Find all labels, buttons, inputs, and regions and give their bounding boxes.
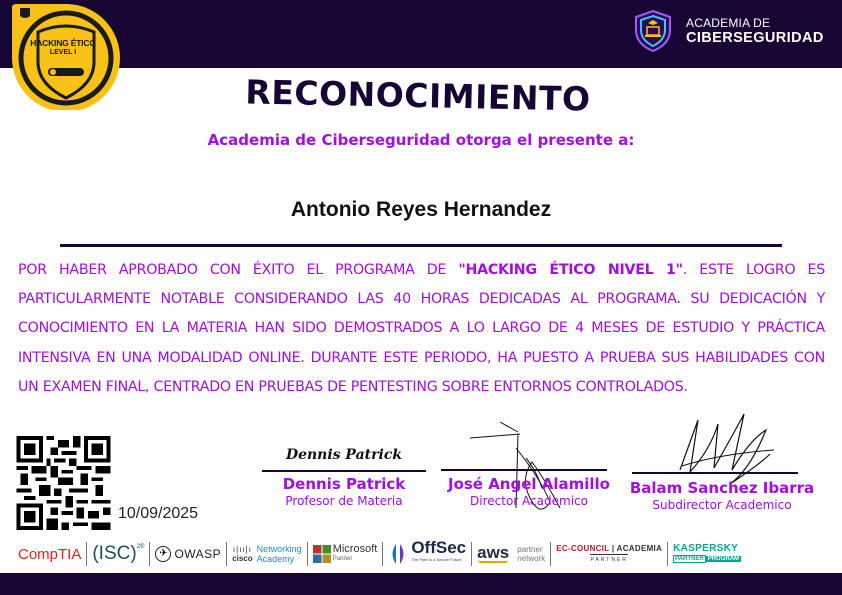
cisco-bars-icon: ı|ıı|ı: [232, 545, 252, 554]
signature-block-1: [262, 475, 426, 508]
academy-logo: [634, 10, 824, 52]
signer-name-1: Dennis Patrick: [282, 475, 406, 493]
signature-script-1: Dennis Patrick: [285, 447, 403, 463]
microsoft-squares-icon: [313, 545, 331, 563]
certificate-title: RECONOCIMIENTO: [245, 72, 591, 119]
aws-smile-icon: [478, 560, 508, 563]
microsoft-partner-logo: Microsoft Partner: [313, 540, 378, 568]
aws-partner-logo: aws partner network: [477, 542, 546, 563]
badge-title: HACKING ÉTICO: [30, 38, 96, 48]
signer-role-1: Profesor de Materia: [285, 494, 403, 508]
comptia-logo: CompTIA: [18, 545, 82, 563]
program-name: "HACKING ÉTICO NIVEL 1": [458, 262, 683, 278]
signature-line-2: [441, 469, 607, 471]
divider: [307, 542, 308, 566]
cisco-netacad-logo: ı|ıı|ı cisco Networking Academy: [232, 544, 302, 564]
footer-band: [0, 573, 842, 595]
certificate-subtitle: Academia de Ciberseguridad otorga el presente a:: [207, 131, 635, 149]
brand-line2: CIBERSEGURIDAD: [686, 29, 824, 46]
divider: [86, 542, 87, 566]
signer-name-2: José Angel Alamillo: [447, 475, 610, 493]
signature-block-2: [436, 475, 622, 508]
recipient-name: Antonio Reyes Hernandez: [290, 198, 552, 221]
body-rest: . ESTE LOGRO ES PARTICULARMENTE NOTABLE CONSIDERANDO LAS 40 HORAS DEDICADAS AL PROGRAMA. SU DEDICACIÓN Y CONOCIMIENTO EN LA MATERIA HAN SIDO DEMOSTRADOS A LO LARGO DE 4 MESES DE ESTUDIO Y PRÁCTICA INTENSIVA EN UNA MODALIDAD ONLINE. DURANTE ESTE PERIODO, HA PUESTO A PRUEBA SUS HABILIDADES CON UN EXAMEN FINAL, CENTRADO EN PRUEBAS DE PENTESTING SOBRE ENTORNOS CONTROLADOS.: [18, 262, 825, 395]
signer-role-2: Director Academico: [470, 494, 588, 508]
divider: [667, 542, 668, 566]
brand-line1: ACADEMIA DE: [686, 15, 771, 30]
divider: [382, 542, 383, 566]
divider: [149, 542, 150, 566]
divider: [550, 542, 551, 566]
signature-block-3: [620, 479, 824, 512]
signature-line-1: [262, 470, 426, 472]
divider: [471, 542, 472, 566]
certificate-body: [18, 256, 825, 402]
partner-logos: [18, 538, 828, 570]
signer-role-3: Subdirector Academico: [652, 498, 792, 512]
divider: [226, 542, 227, 566]
badge-level: LEVEL I: [49, 49, 77, 56]
owasp-logo: ✈ OWASP: [155, 540, 221, 568]
offsec-icon: [388, 543, 408, 565]
signer-name-3: Balam Sanchez Ibarra: [629, 479, 815, 497]
academy-shield-icon: [634, 10, 672, 52]
signature-line-3: [632, 472, 798, 474]
signature-scribble-3: [670, 410, 780, 490]
kaspersky-logo: KASPERSKY PARTNER PROGRAM: [673, 543, 740, 562]
isc2-logo: (ISC) 2®: [92, 543, 145, 564]
offsec-logo: OffSec The Path to a Secure Future: [388, 540, 466, 568]
eccouncil-logo: EC-COUNCIL | ACADEMIA PARTNER: [556, 543, 663, 563]
issue-date: 10/09/2025: [118, 505, 199, 522]
body-intro: POR HABER APROBADO CON ÉXITO EL PROGRAMA DE: [18, 262, 459, 278]
qr-code-icon[interactable]: [16, 436, 111, 530]
owasp-wasp-icon: ✈: [155, 546, 171, 562]
recipient-underline: [60, 244, 782, 247]
